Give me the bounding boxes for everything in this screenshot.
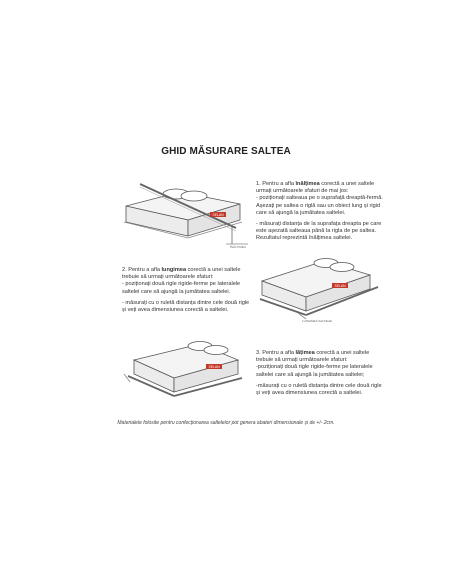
- s2-line4: saltelei care să ajungă la jumătatea saltelei.: [122, 288, 231, 295]
- height-caption: ÎNĂLȚIMEA: [230, 245, 246, 249]
- s3-line1-pre: 3. Pentru a afla: [256, 350, 296, 356]
- s2-line1-pre: 2. Pentru a afla: [122, 267, 162, 273]
- length-caption: LUNGIMEA SALTELEI: [302, 319, 333, 323]
- page-title: GHID MĂSURARE SALTEA: [161, 146, 291, 157]
- section-length-text: [122, 267, 256, 314]
- s1-line6: - măsurați distanța de la suprafața dreapta pe care: [256, 221, 382, 228]
- footer-note: Materialele folosite pentru confecționarea saltelelor pot genera abateri dimensionale și de +/- 2cm.: [117, 420, 335, 426]
- s2-keyword: lungimea: [161, 267, 187, 273]
- s2-line6: și veți avea dimensiunea corectă a saltelei.: [122, 307, 229, 314]
- brand-label-3: SELAN: [208, 365, 220, 369]
- illustration-width: [120, 330, 250, 404]
- s2-line3: - poziționați două rigle rigide-ferme pe lateralele: [122, 281, 241, 288]
- s1-line1-pre: 1. Pentru a afla: [256, 181, 296, 187]
- s2-line1-post: corectă a unei saltele: [186, 267, 241, 273]
- s2-line5: - măsurați cu o ruletă distanța dintre cele două rigle: [122, 299, 250, 306]
- s1-line8: Rezultatul reprezintă înălțimea saltelei.: [256, 235, 353, 242]
- section-width-text: [256, 350, 390, 397]
- section-height-text: [256, 181, 386, 243]
- brand-label-2: SELAN: [334, 284, 346, 288]
- s3-line1-post: corectă a unei saltele: [314, 350, 370, 356]
- s2-line2: trebuie să urmați următoarele sfaturi:: [122, 274, 214, 281]
- s3-line6: și veți avea dimensiunea corectă a saltelei.: [256, 390, 363, 397]
- illustration-length: [254, 247, 384, 323]
- s3-line2: trebuie să urmați următoarele sfaturi:: [256, 357, 348, 364]
- brand-label-1: SELAN: [212, 213, 224, 217]
- s1-line2: urmați următoarele sfaturi de mai jos:: [256, 188, 349, 195]
- s1-keyword: înălțimea: [295, 181, 320, 187]
- s1-line3: - poziționați salteaua pe o suprafață dreaptă-fermă.: [256, 195, 383, 202]
- illustration-height: [118, 174, 258, 250]
- s3-keyword: lățimea: [295, 350, 315, 356]
- s1-line1-post: corectă a unei saltele: [319, 181, 375, 187]
- s3-line4: saltelei care să ajungă la jumătatea saltelei;: [256, 371, 365, 378]
- s1-line4: Așezați pe saltea o riglă sau un obiect lung și rigid: [256, 202, 381, 209]
- s3-line3: -poziționați două rigle rigide-ferme pe lateralele: [256, 364, 373, 371]
- s3-line5: -măsurați cu o ruletă distanța dintre cele două rigle: [256, 382, 382, 389]
- s1-line5: care să ajungă la jumătatea saltelei.: [256, 209, 346, 216]
- s1-line7: este așezată salteaua până la rigla de pe saltea.: [256, 228, 377, 235]
